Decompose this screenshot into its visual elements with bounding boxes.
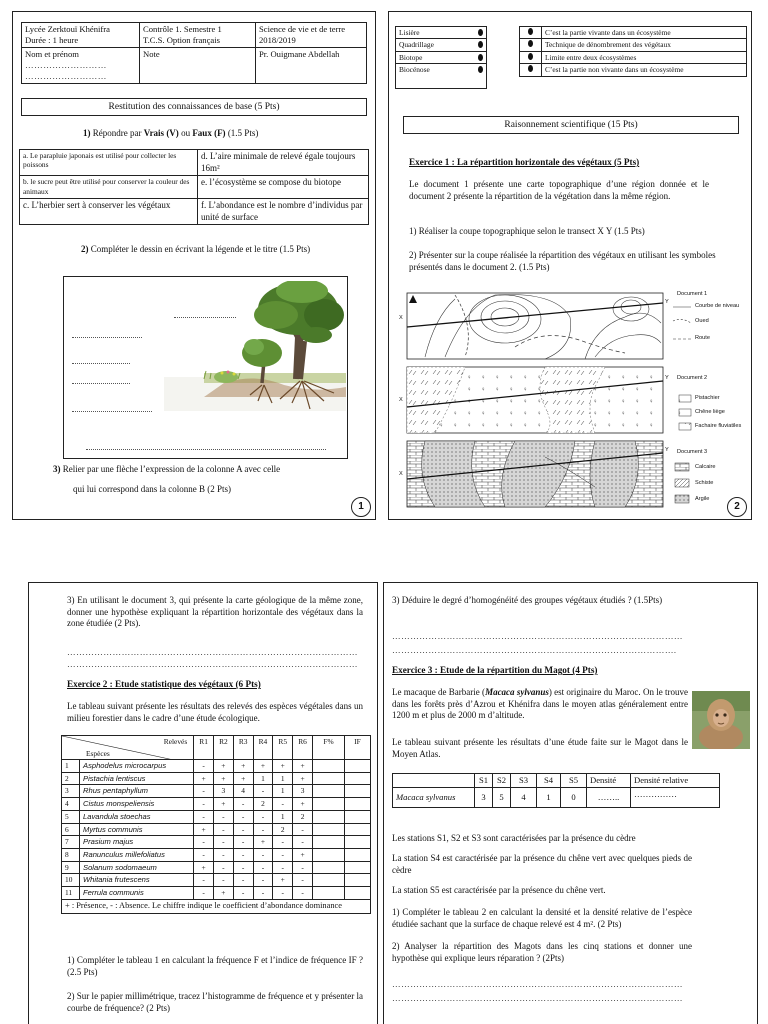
- tf-statement-d: d. L’aire minimale de relevé égale toujours 16m²: [198, 150, 369, 176]
- releve-cell: -: [233, 861, 253, 874]
- releve-cell: -: [213, 836, 233, 849]
- releve-cell: +: [273, 760, 293, 773]
- releve-cell: -: [233, 874, 253, 887]
- bullet-icon[interactable]: [528, 65, 533, 72]
- col-header-if: IF: [345, 736, 371, 760]
- x-label-doc1: X: [399, 315, 403, 321]
- col-header-r1: R1: [194, 736, 214, 760]
- name-dots-1[interactable]: ………………………: [25, 60, 107, 70]
- row-number: 4: [62, 798, 80, 811]
- answer-dots-2[interactable]: ……………………………………………………………………………………: [67, 659, 358, 669]
- releve-cell: +: [213, 760, 233, 773]
- col-header-frequency: F%: [313, 736, 345, 760]
- releve-cell: -: [273, 849, 293, 862]
- answer-dots-3[interactable]: ……………………………………………………………………………………: [392, 631, 683, 641]
- releve-cell: -: [233, 798, 253, 811]
- duration: Durée : 1 heure: [25, 35, 79, 45]
- bullet-icon[interactable]: [478, 41, 483, 48]
- releve-cell: +: [253, 836, 273, 849]
- col-b-item-1: C’est la partie vivante dans un écosystème: [542, 27, 747, 39]
- school-name: Lycée Zerktouï Khénifra: [25, 24, 110, 34]
- exercise-3-title: Exercice 3 : Etude de la répartition du Magot (4 Pts): [392, 665, 598, 675]
- releve-cell: 4: [233, 785, 253, 798]
- releve-cell: -: [194, 887, 214, 900]
- releve-cell: -: [213, 874, 233, 887]
- releve-cell: -: [273, 836, 293, 849]
- species-name: Rhus pentaphyllum: [80, 785, 194, 798]
- if-cell[interactable]: [345, 836, 371, 849]
- answer-dots-1[interactable]: ……………………………………………………………………………………: [67, 647, 358, 657]
- y-label-doc3: Y: [665, 447, 669, 453]
- value-s1: 3: [475, 788, 493, 808]
- releve-cell: -: [293, 823, 313, 836]
- table-footnote: + : Présence, - : Absence. Le chiffre indique le coefficient d’abondance dominance: [62, 899, 371, 913]
- forest-ecosystem-illustration: [164, 281, 346, 451]
- if-cell[interactable]: [345, 874, 371, 887]
- releve-cell: +: [273, 874, 293, 887]
- legend-oued: Oued: [695, 318, 709, 324]
- col-header-s3: S3: [511, 774, 537, 788]
- question-1: 1) Répondre par Vrais (V) ou Faux (F) (1.5 Pts): [83, 128, 259, 138]
- bullet-icon[interactable]: [528, 53, 533, 60]
- legend-chene-liege: Chêne liège: [695, 409, 725, 415]
- releve-cell: 3: [213, 785, 233, 798]
- legend-fachaire: Fachaire fluviatiles: [695, 423, 742, 429]
- col-header-r6: R6: [293, 736, 313, 760]
- releve-cell: -: [194, 798, 214, 811]
- doc1-label: Document 1: [677, 291, 708, 297]
- frequency-cell[interactable]: [313, 760, 345, 773]
- frequency-cell[interactable]: [313, 810, 345, 823]
- section-title-restitution: Restitution des connaissances de base (5 Pts): [21, 98, 367, 116]
- row-number: 3: [62, 785, 80, 798]
- if-cell[interactable]: [345, 772, 371, 785]
- releve-cell: 1: [273, 810, 293, 823]
- frequency-cell[interactable]: [313, 849, 345, 862]
- if-cell[interactable]: [345, 798, 371, 811]
- col-b-item-3: Limite entre deux écosystèmes: [542, 51, 747, 63]
- row-number: 1: [62, 760, 80, 773]
- subject: Science de vie et de terre: [259, 24, 346, 34]
- frequency-cell[interactable]: [313, 785, 345, 798]
- page-4: [383, 582, 758, 1024]
- question-3: 3) Relier par une flèche l’expression de la colonne A avec celle qui lui correspond dans la colonne B (2 Pts): [53, 464, 281, 494]
- value-s5: 0: [561, 788, 587, 808]
- releve-cell: +: [293, 849, 313, 862]
- releve-cell: -: [253, 785, 273, 798]
- station-s5: La station S5 est caractérisée par la présence du chêne vert.: [392, 885, 606, 895]
- true-false-table: [19, 149, 369, 225]
- table-row: [62, 810, 371, 823]
- row-label-species: Macaca sylvanus: [393, 788, 475, 808]
- class-name: T.C.S. Option français: [143, 35, 220, 45]
- table-row: [62, 785, 371, 798]
- tf-statement-b: b. le sucre peut être utilisé pour conserver la couleur des animaux: [20, 176, 198, 199]
- releve-cell: -: [213, 849, 233, 862]
- table-row: [62, 836, 371, 849]
- page-number-1: 1: [351, 497, 371, 517]
- exercise-2-title: Exercice 2 : Etude statistique des végétaux (6 Pts): [67, 679, 261, 689]
- value-s4: 1: [537, 788, 561, 808]
- school-year: 2018/2019: [259, 35, 296, 45]
- frequency-cell[interactable]: [313, 836, 345, 849]
- table-row: [62, 874, 371, 887]
- bullet-icon[interactable]: [478, 54, 483, 61]
- releve-cell: -: [293, 836, 313, 849]
- if-cell[interactable]: [345, 810, 371, 823]
- row-number: 8: [62, 849, 80, 862]
- column-a-table: [395, 26, 487, 89]
- table-row: [62, 772, 371, 785]
- col-header-r5: R5: [273, 736, 293, 760]
- page-1: [12, 11, 376, 520]
- releve-cell: -: [253, 823, 273, 836]
- legend-blank-5[interactable]: [72, 411, 152, 412]
- if-cell[interactable]: [345, 785, 371, 798]
- if-cell[interactable]: [345, 760, 371, 773]
- question-3-geology: 3) En utilisant le document 3, qui présente la carte géologique de la même zone, donner une hypothèse expliquant la répartition horizontale des végétaux dans la zone étudiée (2 Pts).: [67, 595, 363, 629]
- bullet-icon[interactable]: [528, 28, 533, 35]
- species-name: Prasium majus: [80, 836, 194, 849]
- exercise-3-q1: 1) Compléter le tableau 2 en calculant la densité et la densité relative de l’espèce étudiée sachant que la surface de chaque relevé est 4 m². (2 Pts): [392, 907, 692, 929]
- releve-cell: -: [233, 810, 253, 823]
- exercise-2-q2: 2) Sur le papier millimétrique, tracez l’histogramme de fréquence et y présenter la courbe de fréquence? (2 Pts): [67, 991, 363, 1013]
- teacher-name: Pr. Ouigmane Abdellah: [259, 49, 340, 59]
- exercise-2-q1: 1) Compléter le tableau 1 en calculant la fréquence F et l’indice de fréquence IF ? (2.5 Pts): [67, 955, 363, 977]
- releve-cell: +: [213, 798, 233, 811]
- magot-table: [392, 773, 720, 808]
- col-header-s5: S5: [561, 774, 587, 788]
- releve-cell: -: [213, 823, 233, 836]
- col-a-item-1[interactable]: Lisière: [396, 27, 487, 39]
- if-cell[interactable]: [345, 887, 371, 900]
- releve-cell: -: [273, 861, 293, 874]
- exam-name: Contrôle 1. Semestre 1: [143, 24, 222, 34]
- table-row: [62, 861, 371, 874]
- bullet-icon[interactable]: [478, 66, 483, 73]
- releve-cell: -: [293, 887, 313, 900]
- exercise-1-intro: Le document 1 présente une carte topographique d’une région donnée et le document 2 présente la répartition de la végétation dans la même région.: [409, 179, 709, 201]
- species-name: Ferrula communis: [80, 887, 194, 900]
- note-label: Note: [143, 49, 160, 59]
- exercise-1-q1: 1) Réaliser la coupe topographique selon le transect X Y (1.5 Pts): [409, 226, 645, 236]
- frequency-cell[interactable]: [313, 798, 345, 811]
- releve-cell: 2: [273, 823, 293, 836]
- releve-cell: +: [213, 772, 233, 785]
- col-a-item-2[interactable]: Quadrillage: [396, 39, 487, 51]
- question-3-homogeneity: 3) Déduire le degré d’homogénéité des groupes végétaux étudiés ? (1.5Pts): [392, 595, 663, 605]
- table-row: [62, 849, 371, 862]
- species-name: Pistachia lentiscus: [80, 772, 194, 785]
- exercise-1-title: Exercice 1 : La répartition horizontale des végétaux (5 Pts): [409, 157, 640, 167]
- releve-cell: -: [293, 874, 313, 887]
- col-header-s1: S1: [475, 774, 493, 788]
- exercise-3-intro: Le macaque de Barbarie (Macaca sylvanus) est originaire du Maroc. On le trouve dans les forêts près d’Azrou et Khénifra dans le moyen atlas généralement entre 1200 m et plus de 2000 m d’altitude.: [392, 687, 688, 721]
- releve-cell: +: [194, 823, 214, 836]
- y-label-doc2: Y: [665, 375, 669, 381]
- releve-cell: -: [253, 810, 273, 823]
- legend-schiste: Schiste: [695, 480, 714, 486]
- col-header-r4: R4: [253, 736, 273, 760]
- exercise-3-table-intro: Le tableau suivant présente les résultats d’une étude faite sur le Magot dans le Moyen Atlas.: [392, 737, 688, 759]
- releve-cell: -: [253, 861, 273, 874]
- releve-cell: -: [273, 798, 293, 811]
- releve-cell: +: [213, 887, 233, 900]
- stations-s1-s3: Les stations S1, S2 et S3 sont caractérisées par la présence du cèdre: [392, 833, 636, 843]
- legend-contour: Courbe de niveau: [695, 303, 740, 309]
- table-row: [62, 760, 371, 773]
- documents-figure: [395, 287, 749, 513]
- tf-statement-e: e. l’écosystème se compose du biotope: [198, 176, 369, 199]
- ecosystem-drawing-frame: [63, 276, 348, 459]
- barbary-macaque-photo: [692, 691, 750, 749]
- page-number-2: 2: [727, 497, 747, 517]
- col-header-relative-density: Densité relative: [631, 774, 720, 788]
- page-2: [388, 11, 752, 520]
- releve-cell: -: [253, 887, 273, 900]
- col-a-item-3[interactable]: Biotope: [396, 51, 487, 63]
- species-name: Myrtus communis: [80, 823, 194, 836]
- value-s3: 4: [511, 788, 537, 808]
- species-table: [61, 735, 371, 914]
- col-header-density: Densité: [587, 774, 631, 788]
- species-name: Asphodelus microcarpus: [80, 760, 194, 773]
- table-row: [62, 887, 371, 900]
- releve-cell: -: [273, 887, 293, 900]
- legend-calcaire: Calcaire: [695, 464, 716, 470]
- frequency-cell[interactable]: [313, 874, 345, 887]
- name-dots-2[interactable]: ………………………: [25, 71, 107, 81]
- releve-cell: 2: [293, 810, 313, 823]
- frequency-cell[interactable]: [313, 823, 345, 836]
- col-header-r3: R3: [233, 736, 253, 760]
- species-name: Lavandula stoechas: [80, 810, 194, 823]
- col-header-s4: S4: [537, 774, 561, 788]
- x-label-doc2: X: [399, 397, 403, 403]
- exercise-1-q2: 2) Présenter sur la coupe réalisée la répartition des végétaux en utilisant les symboles présentés dans le document 2. (1.5 Pts): [409, 250, 716, 272]
- releve-cell: -: [194, 849, 214, 862]
- col-header-r2: R2: [213, 736, 233, 760]
- station-s4: La station S4 est caractérisée par la présence du chêne vert avec quelques pieds de cèdre: [392, 853, 692, 875]
- column-b-table: [519, 26, 747, 77]
- releve-cell: -: [194, 785, 214, 798]
- releve-cell: +: [293, 760, 313, 773]
- row-number: 9: [62, 861, 80, 874]
- releve-cell: +: [253, 760, 273, 773]
- legend-blank-4[interactable]: [72, 383, 130, 384]
- legend-blank-3[interactable]: [72, 363, 130, 364]
- col-header-s2: S2: [493, 774, 511, 788]
- answer-dots-5[interactable]: ……………………………………………………………………………………: [392, 979, 683, 989]
- releve-cell: -: [194, 760, 214, 773]
- releve-cell: +: [233, 772, 253, 785]
- if-cell[interactable]: [345, 861, 371, 874]
- releve-cell: +: [194, 861, 214, 874]
- releve-cell: -: [233, 823, 253, 836]
- frequency-cell[interactable]: [313, 772, 345, 785]
- releve-cell: 1: [273, 772, 293, 785]
- releve-cell: -: [233, 836, 253, 849]
- y-label-doc1: Y: [665, 299, 669, 305]
- table-row: [62, 798, 371, 811]
- releve-cell: -: [253, 874, 273, 887]
- releve-cell: 2: [253, 798, 273, 811]
- tf-statement-c: c. L’herbier sert à conserver les végétaux: [20, 199, 198, 225]
- releve-cell: -: [233, 887, 253, 900]
- releve-cell: 3: [293, 785, 313, 798]
- species-name: Whitania frutescens: [80, 874, 194, 887]
- tf-statement-a: a. Le parapluie japonais est utilisé pour collecter les poissons: [20, 150, 198, 176]
- species-name: Solanum sodomaeum: [80, 861, 194, 874]
- row-number: 2: [62, 772, 80, 785]
- legend-argile: Argile: [695, 496, 710, 502]
- exercise-3-q2: 2) Analyser la répartition des Magots dans les cinq stations et donner une hypothèse qui explique leurs réparation ? (2Pts): [392, 941, 692, 963]
- tf-statement-f: f. L’abondance est le nombre d’individus par unité de surface: [198, 199, 369, 225]
- row-number: 11: [62, 887, 80, 900]
- releve-cell: +: [194, 772, 214, 785]
- name-label: Nom et prénom: [25, 49, 79, 59]
- releve-cell: -: [194, 836, 214, 849]
- legend-route: Route: [695, 335, 710, 341]
- releve-cell: -: [293, 861, 313, 874]
- relative-density-blank[interactable]: ……………: [631, 788, 720, 808]
- legend-pistachier: Pistachier: [695, 395, 720, 401]
- answer-dots-6[interactable]: ……………………………………………………………………………………: [392, 993, 683, 1003]
- if-cell[interactable]: [345, 823, 371, 836]
- col-b-item-4: C’est la partie non vivante dans un écosystème: [542, 64, 747, 76]
- releve-cell: 1: [273, 785, 293, 798]
- bullet-icon[interactable]: [528, 40, 533, 47]
- releve-cell: -: [253, 849, 273, 862]
- answer-dots-4[interactable]: ………………………………………………………………………………….: [392, 645, 677, 655]
- releve-cell: -: [194, 874, 214, 887]
- doc2-label: Document 2: [677, 375, 708, 381]
- releve-cell: 1: [253, 772, 273, 785]
- value-s2: 5: [493, 788, 511, 808]
- species-name: Cistus monspeliensis: [80, 798, 194, 811]
- exercise-2-intro: Le tableau suivant présente les résultats des relevés des espèces végétales dans un milieu forestier dans le cadre d’une étude écologique.: [67, 701, 363, 723]
- density-blank[interactable]: ……..: [587, 788, 631, 808]
- legend-blank-2[interactable]: [72, 337, 142, 338]
- releve-cell: -: [233, 849, 253, 862]
- bullet-icon[interactable]: [478, 29, 483, 36]
- species-name: Ranunculus millefoliatus: [80, 849, 194, 862]
- releve-cell: -: [194, 810, 214, 823]
- frequency-cell[interactable]: [313, 887, 345, 900]
- releve-cell: +: [293, 798, 313, 811]
- doc3-label: Document 3: [677, 449, 708, 455]
- releve-cell: -: [213, 810, 233, 823]
- header-table: [21, 22, 367, 84]
- releve-cell: +: [233, 760, 253, 773]
- section-title-raisonnement: Raisonnement scientifique (15 Pts): [403, 116, 739, 134]
- x-label-doc3: X: [399, 471, 403, 477]
- row-number: 10: [62, 874, 80, 887]
- releve-cell: +: [293, 772, 313, 785]
- question-2: 2) Compléter le dessin en écrivant la légende et le titre (1.5 Pts): [81, 244, 311, 254]
- col-b-item-2: Technique de dénombrement des végétaux: [542, 39, 747, 51]
- row-number: 7: [62, 836, 80, 849]
- page-3: [28, 582, 378, 1024]
- col-a-item-4[interactable]: Biocénose: [396, 64, 487, 89]
- row-number: 6: [62, 823, 80, 836]
- table-row: [62, 823, 371, 836]
- if-cell[interactable]: [345, 849, 371, 862]
- releves-especes-header: Relevés Espèces: [62, 736, 194, 760]
- frequency-cell[interactable]: [313, 861, 345, 874]
- row-number: 5: [62, 810, 80, 823]
- releve-cell: -: [213, 861, 233, 874]
